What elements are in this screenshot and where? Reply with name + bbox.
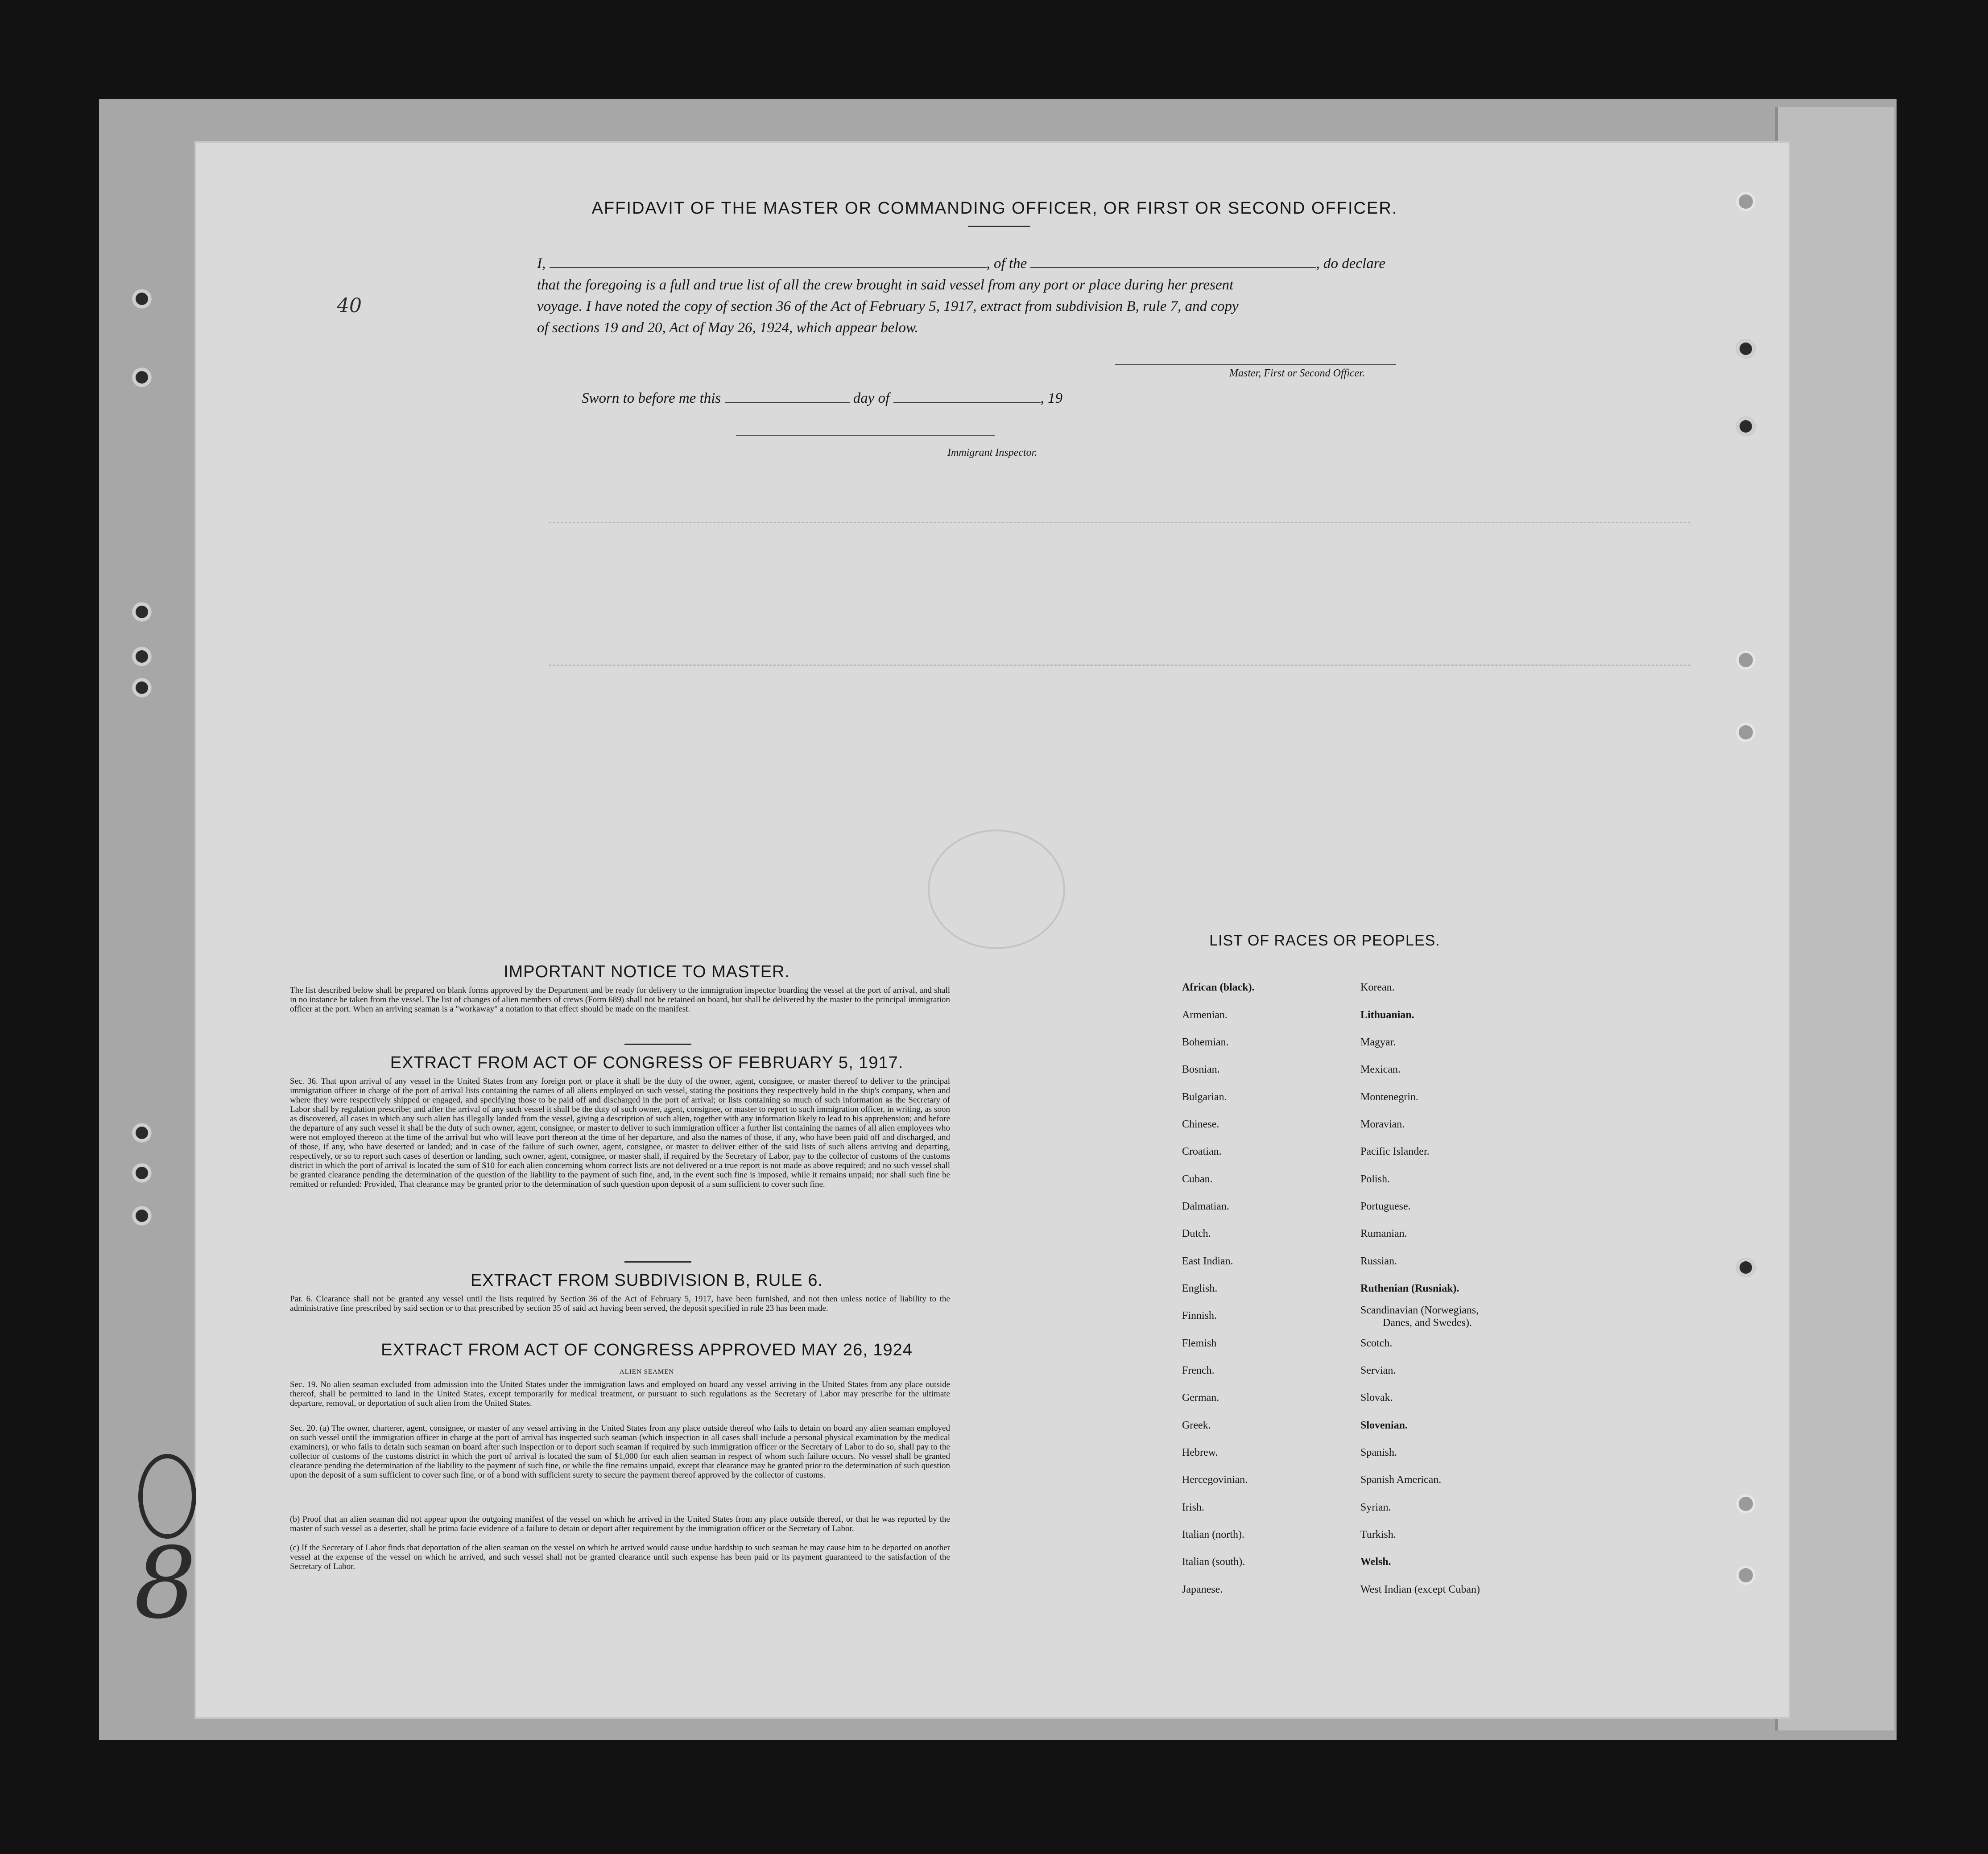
sworn-year: , 19 <box>1040 390 1063 406</box>
vessel-blank[interactable] <box>1030 254 1316 268</box>
act-1924-sec-19: Sec. 19. No alien seaman excluded from admission into the United States under the immigration laws and employed on board any vessel arriving in the United States from any place outside thereof, shall be permitted to land in the United States, except temporarily for medical treatment, or pursuant to such regulations as the Secretary of Labor may prescribe for the ultimate departure, removal, or deportation of such alien from the United States. <box>290 1380 950 1408</box>
act-1924-title: EXTRACT FROM ACT OF CONGRESS APPROVED MAY 26, 1924 <box>381 1341 913 1359</box>
sworn-day-of: day of <box>853 390 890 406</box>
binder-hole <box>1736 1494 1756 1514</box>
bleed-through-stamp <box>928 830 1065 949</box>
handwritten-margin-note: 40 <box>337 294 362 317</box>
day-blank[interactable] <box>725 388 850 403</box>
month-blank[interactable] <box>893 388 1041 403</box>
race-item: Turkish. <box>1360 1529 1396 1540</box>
race-item: Rumanian. <box>1360 1228 1407 1239</box>
race-item: German. <box>1182 1392 1219 1404</box>
race-item: Spanish. <box>1360 1447 1397 1458</box>
binder-hole <box>132 367 152 387</box>
race-item: Pacific Islander. <box>1360 1146 1430 1157</box>
inspector-caption: Immigrant Inspector. <box>947 447 1037 458</box>
section-divider <box>624 1044 691 1045</box>
race-item: Slovak. <box>1360 1392 1393 1404</box>
binder-hole <box>132 647 152 666</box>
race-item: Mexican. <box>1360 1064 1401 1075</box>
affidavit-i: I, <box>537 256 546 272</box>
binder-hole <box>132 602 152 622</box>
race-item: Polish. <box>1360 1173 1390 1185</box>
race-item-continuation: Danes, and Swedes). <box>1383 1317 1472 1329</box>
act-1917-title: EXTRACT FROM ACT OF CONGRESS OF FEBRUARY 5, 1917. <box>390 1053 904 1072</box>
bleed-through-rule <box>549 665 1690 666</box>
binder-hole <box>1736 1258 1756 1277</box>
race-item: Moravian. <box>1360 1119 1405 1130</box>
master-caption: Master, First or Second Officer. <box>1229 367 1365 379</box>
race-item: Scotch. <box>1360 1338 1393 1349</box>
notice-body: The list described below shall be prepared on blank forms approved by the Department and be ready for delivery to the immigration inspector boarding the vessel at the port of arrival, and shall in no instance be taken from the vessel. The list of changes of alien members of crews (Form 689) shall not be retained on board, but shall be delivered by the master to the principal immigration officer at the port. When an arriving seaman is a "workaway" a notation to that effect should be made on the manifest. <box>290 986 950 1014</box>
race-item: Flemish <box>1182 1338 1217 1349</box>
race-item: African (black). <box>1182 982 1255 993</box>
affidavit-declare: , do declare <box>1316 256 1385 272</box>
race-item: East Indian. <box>1182 1255 1233 1267</box>
race-item: Croatian. <box>1182 1146 1222 1157</box>
race-item: Bulgarian. <box>1182 1091 1227 1103</box>
title-rule <box>968 226 1030 227</box>
race-item: Japanese. <box>1182 1584 1223 1595</box>
underlying-page-edge <box>1775 107 1894 1730</box>
act-1924-sec-20a: Sec. 20. (a) The owner, charterer, agent, consignee, or master of any vessel arriving in the United States from any place outside thereof who fails to detain on board any alien seaman employed on such vessel until the immigration officer in charge at the port of arrival has inspected such seaman (which inspection in all cases shall include a personal physical examination by the medical examiners), or who fails to detain such seaman on board after such inspection or to deport such seaman if required by such immigration officer or the Secretary of Labor to do so, shall pay to the collector of customs of the customs district in which the port of arrival is located the sum of $1,000 for each alien seaman in respect of whom such failure occurs. No vessel shall be granted clearance pending the determination of the liability to the payment of such fine, or while the fine remains unpaid, except that clearance may be granted prior to the determination of such question upon the deposit of a sum sufficient to cover such fine, or of a bond with sufficient surety to secure the payment thereof approved by the collector of customs. <box>290 1424 950 1480</box>
race-item: Cuban. <box>1182 1173 1213 1185</box>
binder-hole <box>1736 723 1756 742</box>
section-divider <box>624 1261 691 1263</box>
notice-title: IMPORTANT NOTICE TO MASTER. <box>503 962 790 981</box>
race-item: Lithuanian. <box>1360 1009 1414 1021</box>
race-item: Dutch. <box>1182 1228 1211 1239</box>
binder-hole <box>132 1163 152 1183</box>
binder-hole <box>1736 650 1756 670</box>
race-item: Bosnian. <box>1182 1064 1220 1075</box>
race-item: Italian (south). <box>1182 1556 1245 1568</box>
race-item: English. <box>1182 1283 1218 1294</box>
race-item: Greek. <box>1182 1420 1211 1431</box>
race-item: Servian. <box>1360 1365 1396 1376</box>
race-item: Portuguese. <box>1360 1201 1411 1212</box>
name-blank[interactable] <box>550 254 987 268</box>
inspector-signature-line[interactable] <box>736 435 995 436</box>
race-item: Finnish. <box>1182 1310 1217 1321</box>
affidavit-line-1 <box>537 253 1429 274</box>
race-item: Welsh. <box>1360 1556 1391 1568</box>
binder-hole <box>1736 339 1756 359</box>
binder-hole <box>132 678 152 698</box>
act-1924-sec-20c: (c) If the Secretary of Labor finds that deportation of the alien seaman on the vessel on which he arrived would cause undue hardship to such seaman he may cause him to be deported on another vessel at the expense of the vessel on which he arrived, and such vessel shall not be granted clearance until such expense has been paid or its payment guaranteed to the satisfaction of the Secretary of Labor. <box>290 1543 950 1571</box>
binder-hole <box>1736 192 1756 211</box>
sworn-prefix: Sworn to before me this <box>582 390 721 406</box>
race-item: Scandinavian (Norwegians, <box>1360 1305 1479 1316</box>
binder-hole <box>1736 1565 1756 1585</box>
race-item: Bohemian. <box>1182 1036 1229 1048</box>
race-item: Italian (north). <box>1182 1529 1244 1540</box>
binder-hole <box>1736 417 1756 436</box>
sworn-line <box>582 388 1206 409</box>
affidavit-line-4: of sections 19 and 20, Act of May 26, 1924, which appear below. <box>537 320 918 336</box>
handwritten-number: 8 <box>134 1526 196 1640</box>
race-item: Spanish American. <box>1360 1474 1442 1486</box>
race-item: Magyar. <box>1360 1036 1396 1048</box>
affidavit-title: AFFIDAVIT OF THE MASTER OR COMMANDING OFFICER, OR FIRST OR SECOND OFFICER. <box>591 199 1398 218</box>
race-item: Slovenian. <box>1360 1420 1408 1431</box>
binder-hole <box>132 1206 152 1226</box>
rule-6-body: Par. 6. Clearance shall not be granted any vessel until the lists required by Section 36 of the Act of February 5, 1917, have been furnished, and not then unless notice of liability to the administrative fine prescribed by said section or to that prescribed by section 35 of said act having been served, the deposit specified in rule 23 has been made. <box>290 1294 950 1313</box>
bleed-through-rule <box>549 522 1690 523</box>
race-item: Hercegovinian. <box>1182 1474 1248 1486</box>
affidavit-line-2: that the foregoing is a full and true list of all the crew brought in said vessel from any port or place during her present <box>537 277 1234 293</box>
affidavit-line-3: voyage. I have noted the copy of section 36 of the Act of February 5, 1917, extract from subdivision B, rule 7, and copy <box>537 298 1239 314</box>
act-1917-body: Sec. 36. That upon arrival of any vessel in the United States from any foreign port or place it shall be the duty of the owner, agent, consignee, or master thereof to deliver to the principal immigration officer in charge of the port of arrival lists containing the names of all aliens employed on such vessel, stating the positions they respectively hold in the ship's company, when and where they were respectively shipped or engaged, and specifying those to be paid off and discharged in the port of arrival; or lists containing so much of such information as the Secretary of Labor shall by regulation prescribe; and after the arrival of any such vessel it shall be the duty of such owner, agent, consignee, or master to report to such immigration officer, in writing, as soon as discovered, all cases in which any such alien has illegally landed from the vessel, giving a description of such alien, together with any information likely to lead to his apprehension; and before the departure of any such vessel it shall be the duty of such owner, agent, consignee, or master to deliver to such immigration officer a further list containing the names of all alien employees who were not employed thereon at the time of the arrival but who will leave port thereon at the time of her departure, and also the names of those, if any, who have been paid off and discharged, and of those, if any, who have deserted or landed; and in case of the failure of such owner, agent, consignee, or master to deliver either of the said lists of such aliens arriving and departing, respectively, or so to report such cases of desertion or landing, such owner, agent, consignee, or master shall, if required by the Secretary of Labor, pay to the collector of customs of the customs district in which the port of arrival is located the sum of $10 for each alien concerning whom correct lists are not delivered or a true report is not made as above required; and no such vessel shall be granted clearance pending the determination of the question of the liability to the payment of such fine, and, in the event such fine is imposed, while it remains unpaid; nor shall such fine be remitted or refunded: Provided, That clearance may be granted prior to the determination of such question upon deposit of a sum sufficient to cover such fine. <box>290 1077 950 1189</box>
rule-6-title: EXTRACT FROM SUBDIVISION B, RULE 6. <box>470 1271 823 1290</box>
race-item: Irish. <box>1182 1502 1204 1513</box>
races-title: LIST OF RACES OR PEOPLES. <box>1209 932 1440 949</box>
race-item: Chinese. <box>1182 1119 1219 1130</box>
race-item: Korean. <box>1360 982 1395 993</box>
act-1924-subtitle: ALIEN SEAMEN <box>619 1368 674 1375</box>
race-item: Russian. <box>1360 1255 1397 1267</box>
binder-hole <box>132 289 152 309</box>
race-item: Dalmatian. <box>1182 1201 1229 1212</box>
act-1924-sec-20b: (b) Proof that an alien seaman did not appear upon the outgoing manifest of the vessel on which he arrived in the United States from any place outside thereof, or that he was reported by the master of such vessel as a deserter, shall be prima facie evidence of a failure to detain or deport after requirement by the immigration officer or the Secretary of Labor. <box>290 1515 950 1533</box>
race-item: Montenegrin. <box>1360 1091 1418 1103</box>
race-item: Armenian. <box>1182 1009 1228 1021</box>
affidavit-of-the: , of the <box>986 256 1027 272</box>
race-item: Hebrew. <box>1182 1447 1218 1458</box>
race-item: Syrian. <box>1360 1502 1391 1513</box>
race-item: Ruthenian (Rusniak). <box>1360 1283 1459 1294</box>
binder-hole <box>132 1123 152 1143</box>
master-signature-line[interactable] <box>1115 364 1396 365</box>
race-item: West Indian (except Cuban) <box>1360 1584 1480 1595</box>
race-item: French. <box>1182 1365 1215 1376</box>
